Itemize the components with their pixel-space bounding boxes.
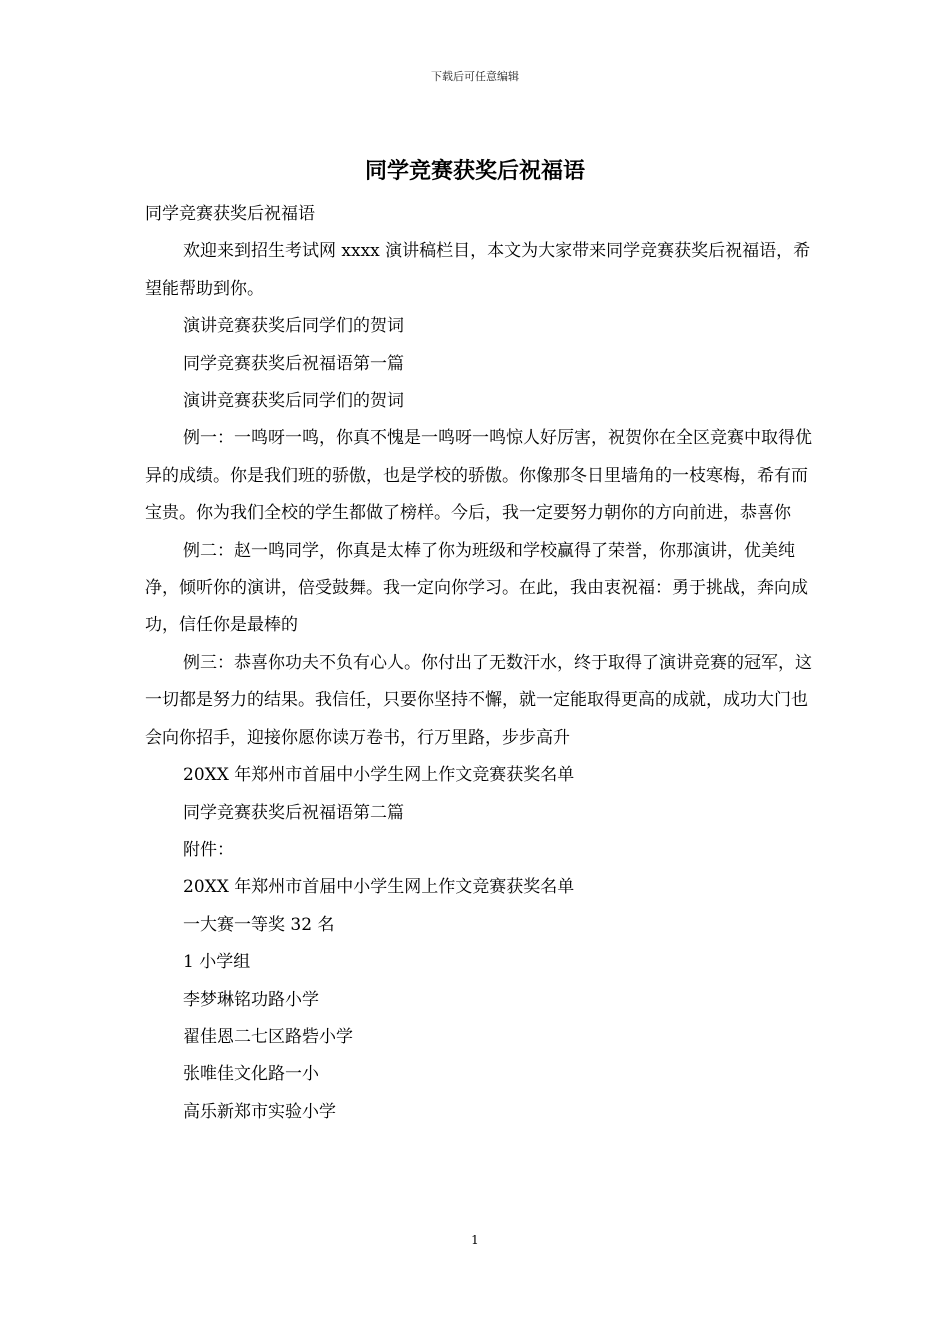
paragraph: 20XX 年郑州市首届中小学生网上作文竞赛获奖名单 [183,765,575,786]
document-title: 同学竞赛获奖后祝福语 [364,158,585,184]
paragraph: 同学竞赛获奖后祝福语 [145,204,315,224]
paragraph: 一大赛一等奖 32 名 [183,914,335,935]
paragraph: 张唯佳文化路一小 [183,1064,319,1085]
paragraph: 李梦琳铭功路小学 [183,989,319,1010]
paragraph: 例一：一鸣呀一鸣，你真不愧是一鸣呀一鸣惊人好厉害，祝贺你在全区竞赛中取得优异的成绩。你是我们班的骄傲，也是学校的骄傲。你像那冬日里墙角的一枝寒梅，希有而宝贵。你为我们全校的学生都做了榜样。今后，我一定要努力朝你的方向前进，恭喜你 [145,428,812,524]
paragraph: 同学竞赛获奖后祝福语第一篇 [183,353,404,374]
paragraph: 欢迎来到招生考试网 xxxx 演讲稿栏目，本文为大家带来同学竞赛获奖后祝福语，希望能帮助到你。 [145,241,811,299]
paragraph: 附件： [183,839,234,860]
page-number: 1 [471,1233,479,1247]
paragraph: 例三：恭喜你功夫不负有心人。你付出了无数汗水，终于取得了演讲竞赛的冠军，这一切都是努力的结果。我信任，只要你坚持不懈，就一定能取得更高的成就，成功大门也会向你招手，迎接你愿你读万卷书，行万里路，步步高升 [145,652,812,748]
paragraph: 高乐新郑市实验小学 [183,1101,336,1122]
paragraph: 同学竞赛获奖后祝福语第二篇 [183,802,404,823]
paragraph: 翟佳恩二七区路砦小学 [183,1026,353,1047]
paragraph: 20XX 年郑州市首届中小学生网上作文竞赛获奖名单 [183,877,575,898]
header-note: 下载后可任意编辑 [431,70,519,83]
document-body [145,196,820,1131]
paragraph: 例二：赵一鸣同学，你真是太棒了你为班级和学校赢得了荣誉，你那演讲，优美纯净，倾听你的演讲，倍受鼓舞。我一定向你学习。在此，我由衷祝福：勇于挑战，奔向成功，信任你是最棒的 [145,540,808,636]
paragraph: 1 小学组 [183,952,251,973]
paragraph: 演讲竞赛获奖后同学们的贺词 [183,316,404,337]
paragraph: 演讲竞赛获奖后同学们的贺词 [183,391,404,412]
